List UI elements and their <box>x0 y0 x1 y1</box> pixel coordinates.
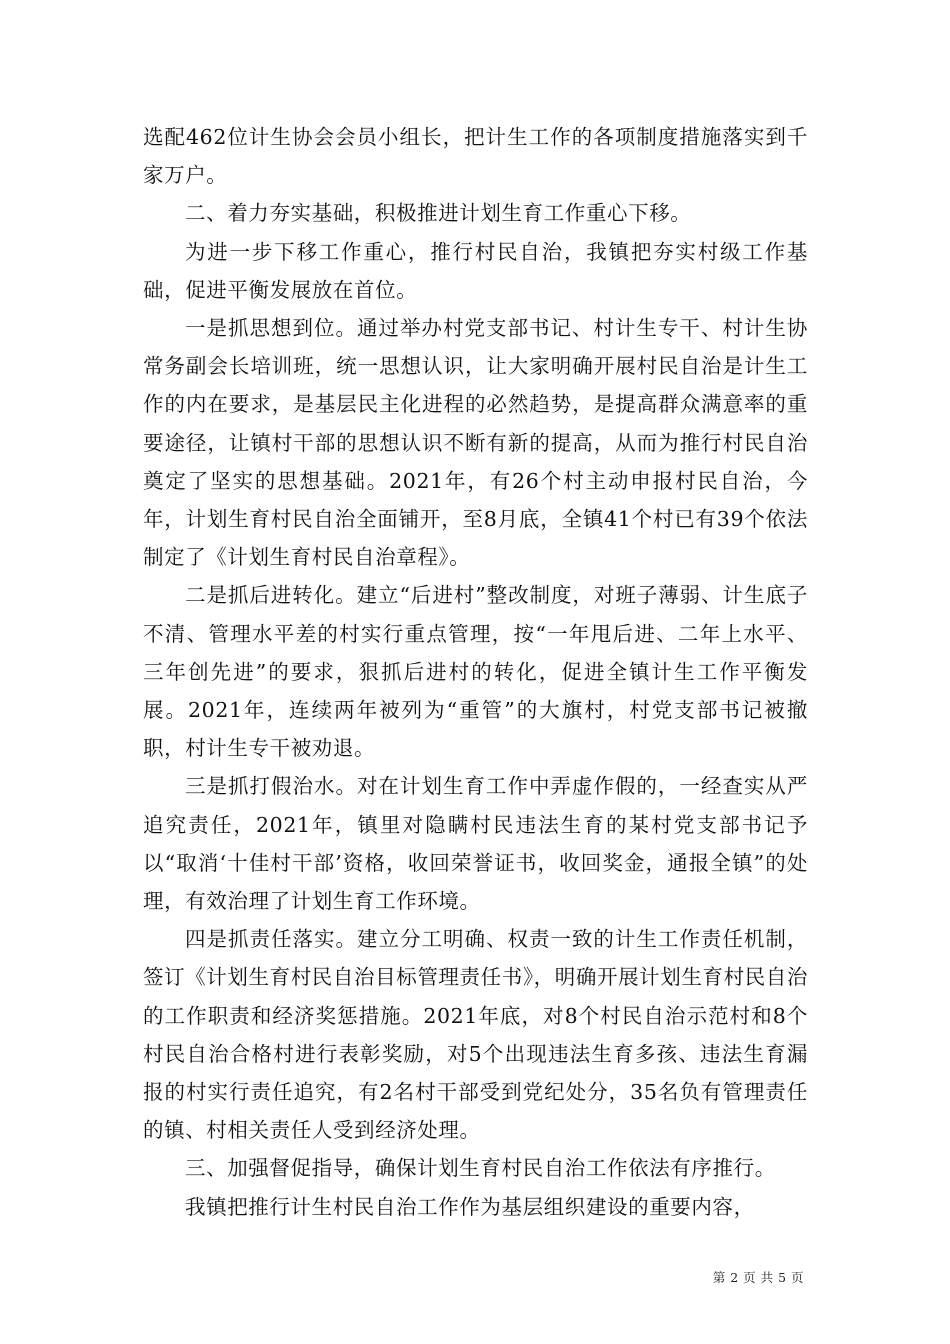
paragraph: 四是抓责任落实。建立分工明确、权责一致的计生工作责任机制，签订《计划生育村民自治目标管理责任书》，明确开展计划生育村民自治的工作职责和经济奖惩措施。2021年底，对8个村民自治示范村和8个村民自治合格村进行表彰奖励，对5个出现违法生育多孩、违法生育漏报的村实行责任追究，有2名村干部受到党纪处分，35名负有管理责任的镇、村相关责任人受到经济处理。 <box>143 927 808 1143</box>
section-heading: 三、加强督促指导，确保计划生育村民自治工作依法有序推行。 <box>185 1156 776 1181</box>
paragraph: 三是抓打假治水。对在计划生育工作中弄虚作假的，一经查实从严追究责任，2021年，镇里对隐瞒村民违法生育的某村党支部书记予以“取消‘十佳村干部’资格，收回荣誉证书，收回奖金，通报全镇”的处理，有效治理了计划生育工作环境。 <box>143 774 808 914</box>
paragraph: 我镇把推行计生村民自治工作作为基层组织建设的重要内容， <box>185 1194 755 1219</box>
paragraph: 选配462位计生协会会员小组长，把计生工作的各项制度措施落实到千家万户。 <box>143 125 808 188</box>
document-body <box>143 118 808 1226</box>
section-heading: 二、着力夯实基础，积极推进计划生育工作重心下移。 <box>185 201 692 226</box>
paragraph: 二是抓后进转化。建立“后进村”整改制度，对班子薄弱、计生底子不清、管理水平差的村实行重点管理，按“一年甩后进、二年上水平、三年创先进”的要求，狠抓后进村的转化，促进全镇计生工作平衡发展。2021年，连续两年被列为“重管”的大旗村，村党支部书记被撤职，村计生专干被劝退。 <box>143 583 808 761</box>
paragraph: 为进一步下移工作重心，推行村民自治，我镇把夯实村级工作基础，促进平衡发展放在首位。 <box>143 239 808 302</box>
paragraph: 一是抓思想到位。通过举办村党支部书记、村计生专干、村计生协常务副会长培训班，统一思想认识，让大家明确开展村民自治是计生工作的内在要求，是基层民主化进程的必然趋势，是提高群众满意率的重要途径，让镇村干部的思想认识不断有新的提高，从而为推行村民自治奠定了坚实的思想基础。2021年，有26个村主动申报村民自治，今年，计划生育村民自治全面铺开，至8月底，全镇41个村已有39个依法制定了《计划生育村民自治章程》。 <box>143 316 808 570</box>
page-number: 第 2 页 共 5 页 <box>712 1270 804 1285</box>
